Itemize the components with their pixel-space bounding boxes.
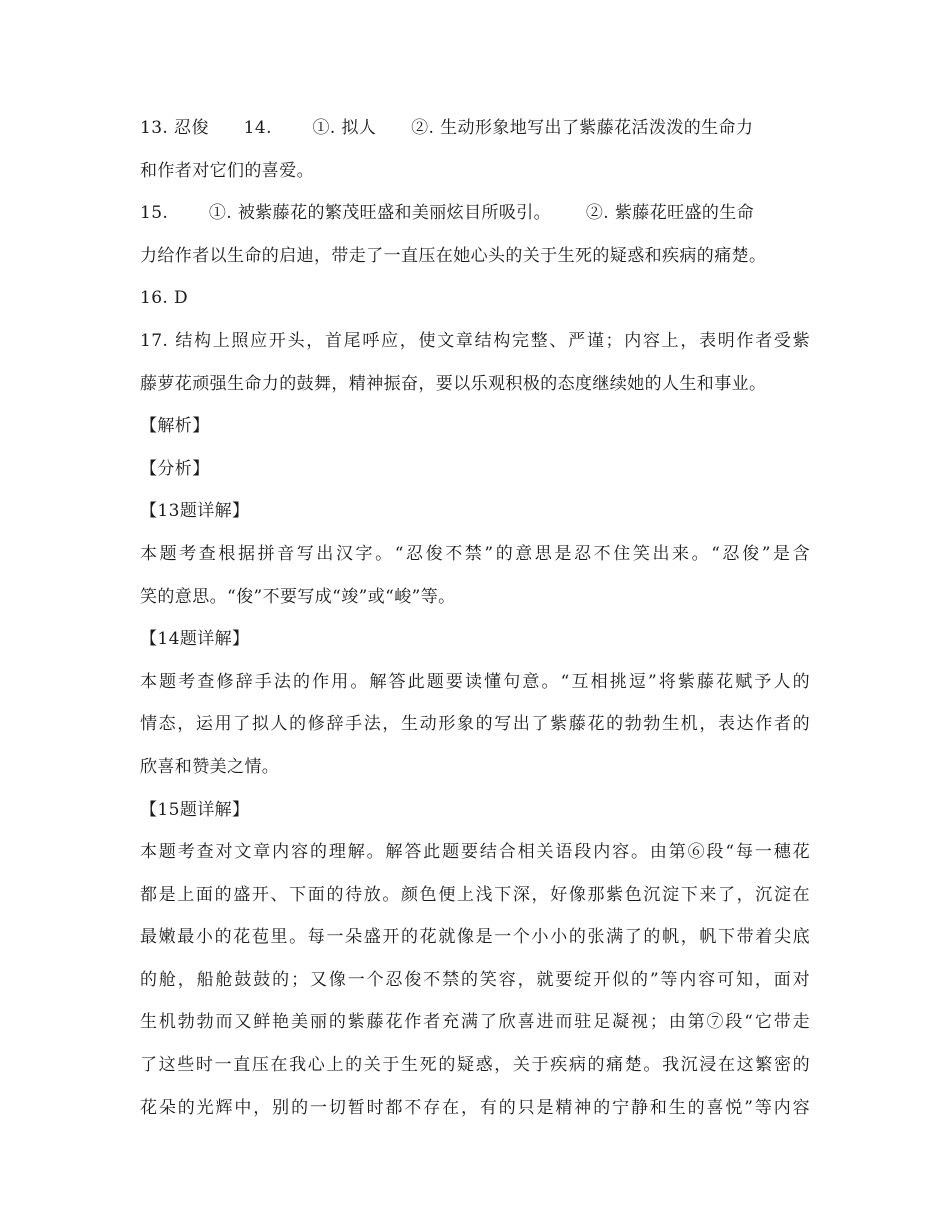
text-line: 藤萝花顽强生命力的鼓舞，精神振奋，要以乐观积极的态度继续她的人生和事业。 [140, 373, 767, 394]
text-line: 【分析】 [140, 458, 210, 479]
text-line: 【15题详解】 [140, 799, 250, 820]
text-line: 最嫩最小的花苞里。每一朵盛开的花就像是一个小小的张满了的帆，帆下带着尖底 [140, 927, 810, 948]
text-line: 16. D [140, 288, 189, 309]
text-line: 【13题详解】 [140, 501, 250, 522]
text-line: 花朵的光辉中，别的一切暂时都不存在，有的只是精神的宁静和生的喜悦”等内容 [140, 1097, 810, 1118]
text-line: 本题考查根据拼音写出汉字。“忍俊不禁”的意思是忍不住笑出来。“忍俊”是含 [140, 543, 810, 564]
text-line: 生机勃勃而又鲜艳美丽的紫藤花作者充满了欣喜进而驻足凝视；由第⑦段“它带走 [140, 1012, 810, 1033]
text-line: 17. 结构上照应开头，首尾呼应，使文章结构完整、严谨；内容上，表明作者受紫 [140, 330, 810, 351]
text-line: 【解析】 [140, 416, 210, 437]
text-line: 力给作者以生命的启迪，带走了一直压在她心头的关于生死的疑惑和疾病的痛楚。 [140, 245, 767, 266]
text-line: 15. ①. 被紫藤花的繁茂旺盛和美丽炫目所吸引。 ②. 紫藤花旺盛的生命 [140, 203, 755, 224]
text-line: 了这些时一直压在我心上的关于生死的疑惑，关于疾病的痛楚。我沉浸在这繁密的 [140, 1055, 810, 1076]
text-line: 笑的意思。“俊”不要写成“竣”或“峻”等。 [140, 586, 456, 607]
text-line: 13. 忍俊 14. ①. 拟人 ②. 生动形象地写出了紫藤花活泼泼的生命力 [140, 118, 754, 138]
text-line: 本题考查对文章内容的理解。解答此题要结合相关语段内容。由第⑥段“每一穗花 [140, 842, 810, 863]
text-line: 【14题详解】 [140, 629, 250, 650]
text-line: 的舱，船舱鼓鼓的；又像一个忍俊不禁的笑容，就要绽开似的”等内容可知，面对 [140, 969, 810, 990]
text-line: 和作者对它们的喜爱。 [140, 160, 314, 181]
text-line: 欣喜和赞美之情。 [140, 756, 280, 777]
text-line: 都是上面的盛开、下面的待放。颜色便上浅下深，好像那紫色沉淀下来了，沉淀在 [140, 884, 810, 905]
answer-text-body [140, 107, 810, 1129]
text-line: 本题考查修辞手法的作用。解答此题要读懂句意。“互相挑逗”将紫藤花赋予人的 [140, 671, 810, 692]
text-line: 情态，运用了拟人的修辞手法，生动形象的写出了紫藤花的勃勃生机，表达作者的 [140, 714, 810, 735]
